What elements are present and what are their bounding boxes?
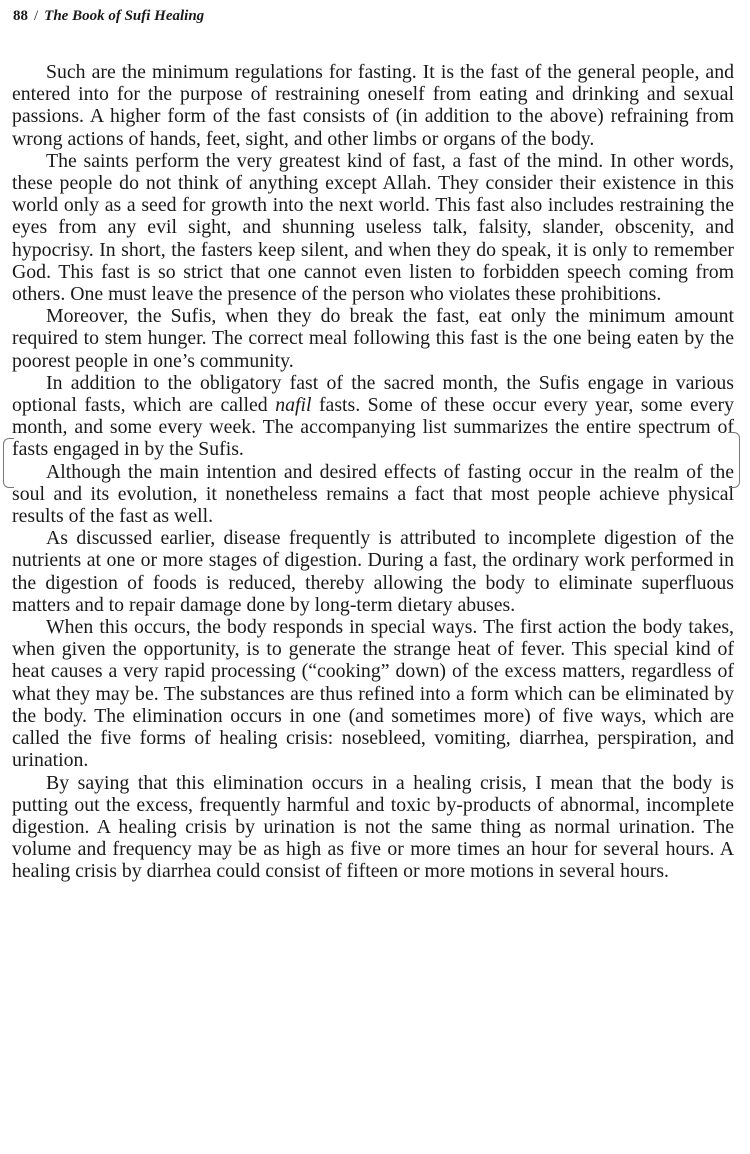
paragraph-4-part-2: fasts. Some of these occur every year, some every month, and some every week. The accompanying list summarizes the entire spectrum of fasts engaged in by the Sufis. [12, 394, 734, 461]
page-number: 88 [13, 8, 28, 24]
paragraph-8: By saying that this elimination occurs in a healing crisis, I mean that the body is putting out the excess, frequently harmful and toxic by-products of abnormal, incomplete digestion. A healing crisis by urination is not the same thing as normal urination. The volume and frequency may be as high as five or more times an hour for several hours. A healing crisis by diarrhea could consist of fifteen or more motions in several hours. [12, 771, 734, 883]
paragraph-5: Although the main intention and desired effects of fasting occur in the realm of the soul and its evolution, it nonetheless remains a fact that most people achieve physical results of the fast as well. [12, 460, 734, 528]
header-separator: / [34, 8, 39, 24]
book-title: The Book of Sufi Healing [44, 8, 205, 24]
paragraph-6: As discussed earlier, disease frequently is attributed to incomplete digestion of the nutrients at one or more stages of digestion. During a fast, the ordinary work performed in the digestion of foods is reduced, thereby allowing the body to eliminate superfluous matters and to repair damage done by long-term dietary abuses. [12, 527, 734, 616]
paragraph-2: The saints perform the very greatest kind of fast, a fast of the mind. In other words, these people do not think of anything except Allah. They consider their existence in this world only as a seed for growth into the next world. This fast also includes restraining the eyes from any evil sight, and shunning useless talk, falsity, slander, obscenity, and hypocrisy. In short, the fasters keep silent, and when they do speak, it is only to remember God. This fast is so strict that one cannot even listen to forbidden speech coming from others. One must leave the presence of the person who violates these prohibitions. [12, 149, 734, 306]
paragraph-7: When this occurs, the body responds in special ways. The first action the body takes, when given the opportunity, is to generate the strange heat of fever. This special kind of heat causes a very rapid processing (“cooking” down) of the excess matters, regardless of what they may be. The substances are thus refined into a form which can be eliminated by the body. The elimination occurs in one (and sometimes more) of five ways, which are called the five forms of healing crisis: nosebleed, vomiting, diarrhea, perspiration, and urination. [12, 616, 734, 772]
paragraph-1: Such are the minimum regulations for fasting. It is the fast of the general people, and entered into for the purpose of restraining oneself from eating and drinking and sexual passions. A higher form of the fast consists of (in addition to the above) refraining from wrong actions of hands, feet, sight, and other limbs or organs of the body. [12, 61, 734, 150]
paragraph-3: Moreover, the Sufis, when they do break the fast, eat only the minimum amount required to stem hunger. The correct meal following this fast is the one being eaten by the poorest people in one’s community. [12, 305, 734, 372]
running-header [13, 8, 204, 25]
nafil-term: nafil [275, 394, 312, 417]
paragraph-4 [12, 372, 734, 461]
page-body [12, 61, 734, 883]
paragraph-4-part-1: In addition to the obligatory fast of the sacred month, the Sufis engage in various optional fasts, which are called [12, 371, 734, 417]
